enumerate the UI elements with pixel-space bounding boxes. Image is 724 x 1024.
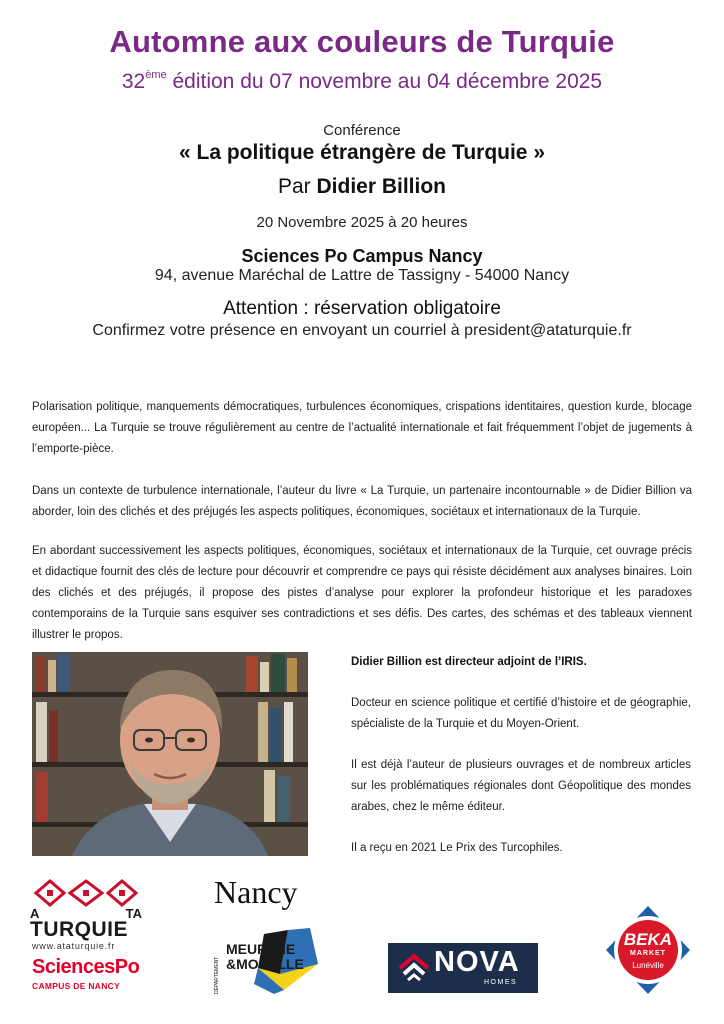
moselle-name (226, 942, 304, 972)
beka-city: Lunéville (632, 961, 664, 970)
reservation-notice: Attention : réservation obligatoire (223, 298, 501, 319)
bio-paragraph-3: Il a reçu en 2021 Le Prix des Turcophiles. (351, 842, 563, 854)
moselle-name-line1: MEURTHE (226, 941, 296, 957)
edition-dates-text: édition du 07 novembre au 04 décembre 2025 (166, 70, 603, 93)
edition-number: 32 (121, 70, 146, 93)
ataturquie-logo (30, 878, 142, 950)
speaker-portrait-illustration (32, 652, 308, 856)
conference-title: « La politique étrangère de Turquie » (178, 141, 545, 164)
bio-paragraph-2: Il est déjà l’auteur de plusieurs ouvrages et de nombreux articles sur les problématiques régionales dont Géopolitique des mondes arabes, chez le même éditeur. (351, 759, 691, 813)
nova-homes-logo (388, 943, 538, 993)
venue-address: 94, avenue Maréchal de Lattre de Tassigny - 54000 Nancy (154, 267, 570, 284)
confirmation-instructions: Confirmez votre présence en envoyant un courriel à president@ataturquie.fr (92, 322, 632, 339)
edition-dates (0, 70, 724, 94)
sciencespo-campus: CAMPUS DE NANCY (32, 981, 121, 991)
nancy-wordmark: Nancy (214, 874, 298, 910)
ata-letters-ta: TA (125, 906, 142, 921)
sciencespo-logo (32, 956, 162, 996)
conference-label: Conférence (323, 122, 401, 139)
speaker-prefix: Par (277, 175, 317, 198)
nova-subtitle: HOMES (484, 979, 518, 986)
description-paragraph-3: En abordant successivement les aspects politiques, économiques, sociétaux et internationaux de la Turquie, cet ouvrage précis et didactique fournit des clés de lecture pour découvrir et comprendre ce pays qui résiste décidément aux analyses binaires. Loin des clichés et des préjugés, il propose des pistes d’analyse pour explorer la profondeur historique et les paradoxes contemporains de la Turquie sans esquiver ses contradictions et ses défis. Des cartes, des schémas et des tableaux viennent illustrer le propos. (32, 545, 692, 641)
event-date: 20 Novembre 2025 à 20 heures (256, 214, 468, 231)
event-series-title: Automne aux couleurs de Turquie (109, 24, 615, 59)
beka-wordmark: BEKA (623, 930, 673, 949)
venue-name: Sciences Po Campus Nancy (241, 246, 483, 266)
nancy-logo (214, 874, 334, 914)
speaker-line (0, 175, 724, 199)
description-paragraph-2: Dans un contexte de turbulence internationale, l’auteur du livre « La Turquie, un partenaire incontournable » de Didier Billion va aborder, loin des clichés et des préjugés les aspects politiques, économiques, sociétaux et internationaux de la Turquie. (32, 485, 692, 518)
nova-wordmark: NOVA (434, 946, 520, 978)
speaker-photo (32, 652, 308, 856)
ata-letter-a: A (30, 906, 40, 921)
bio-paragraph-1: Docteur en science politique et certifié d’histoire et de géographie, spécialiste de la Turquie et du Moyen-Orient. (351, 697, 691, 730)
ataturquie-wordmark: TURQUIE (30, 918, 128, 941)
moselle-department-label: DÉPARTEMENT (214, 956, 220, 994)
description-paragraph-1: Polarisation politique, manquements démocratiques, turbulences économiques, crispations identitaires, question kurde, blocage européen... La Turquie se trouve régulièrement au centre de l’actualité internationale et fait fréquemment l’objet de jugements à l’emporte-pièce. (32, 401, 692, 455)
sciencespo-name: SciencesPo (32, 956, 140, 978)
ataturquie-url: www.ataturquie.fr (32, 941, 116, 951)
bio-lead: Didier Billion est directeur adjoint de l’IRIS. (351, 656, 587, 668)
meurthe-moselle-logo (214, 924, 324, 994)
edition-superscript: ème (145, 69, 167, 81)
beka-subtitle: MARKET (630, 950, 666, 957)
house-icon (396, 950, 432, 986)
kilim-pattern-icon (30, 878, 142, 908)
beka-market-logo (604, 904, 692, 996)
speaker-name: Didier Billion (316, 175, 447, 198)
moselle-name-line2: &MOSELLE (226, 956, 304, 972)
speaker-bio (351, 652, 691, 879)
